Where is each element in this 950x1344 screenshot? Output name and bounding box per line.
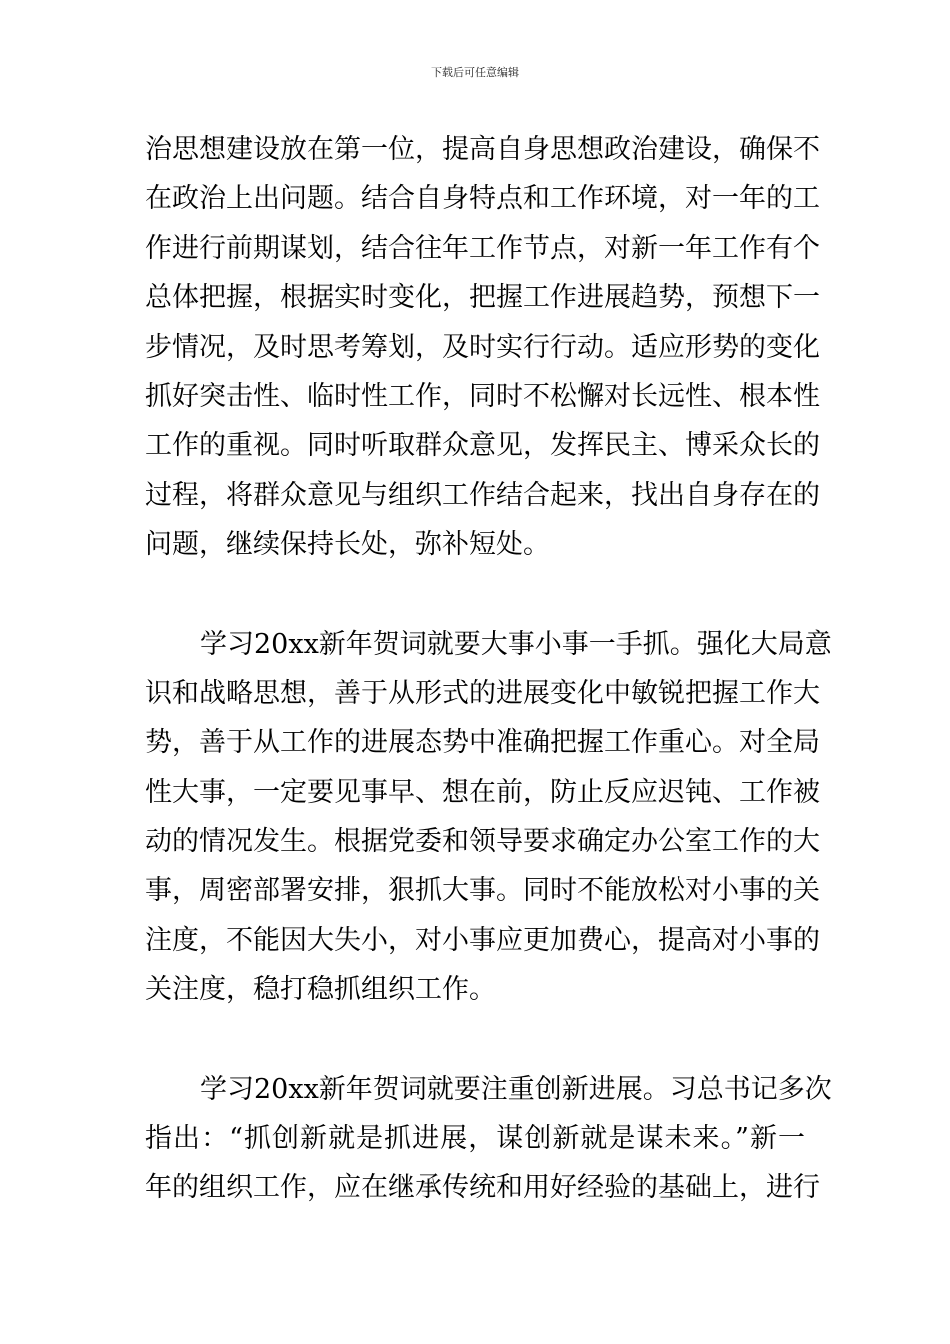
page-header: 下载后可任意编辑 (431, 66, 519, 79)
text-line: 识和战略思想，善于从形式的进展变化中敏锐把握工作大 (145, 677, 820, 709)
text-line: 过程，将群众意见与组织工作结合起来，找出自身存在的 (145, 479, 820, 511)
text-line: 问题，继续保持长处，弥补短处。 (145, 529, 550, 561)
text-line: 性大事，一定要见事早、想在前，防止反应迟钝、工作被 (145, 776, 820, 808)
text-line: 作进行前期谋划，结合往年工作节点，对新一年工作有个 (145, 232, 820, 264)
paragraph-gap (145, 570, 805, 620)
text-line: 学习20xx新年贺词就要大事小事一手抓。强化大局意 (200, 628, 832, 660)
text-line: 治思想建设放在第一位，提高自身思想政治建设，确保不 (145, 134, 820, 165)
text-line: 总体把握，根据实时变化，把握工作进展趋势，预想下一 (145, 282, 820, 314)
paragraph-gap (145, 1015, 805, 1065)
text-line: 工作的重视。同时听取群众意见，发挥民主、博采众长的 (145, 430, 820, 462)
text-line: 步情况，及时思考筹划，及时实行行动。适应形势的变化 (145, 331, 820, 363)
text-line: 抓好突击性、临时性工作，同时不松懈对长远性、根本性 (145, 380, 820, 412)
text-line: 事，周密部署安排，狠抓大事。同时不能放松对小事的关 (145, 875, 820, 907)
text-line: 学习20xx新年贺词就要注重创新进展。习总书记多次 (200, 1073, 832, 1105)
text-line: 势，善于从工作的进展态势中准确把握工作重心。对全局 (145, 727, 820, 759)
paragraph-3 (145, 1065, 832, 1213)
text-line: 动的情况发生。根据党委和领导要求确定办公室工作的大 (145, 826, 820, 858)
text-line: 关注度，稳打稳抓组织工作。 (145, 974, 496, 1006)
document-body (145, 125, 832, 1213)
text-line: 指出：“抓创新就是抓进展，谋创新就是谋未来。”新一 (145, 1123, 805, 1155)
paragraph-1 (145, 125, 820, 570)
text-line: 年的组织工作，应在继承传统和用好经验的基础上，进行 (145, 1172, 820, 1204)
text-line: 在政治上出问题。结合自身特点和工作环境，对一年的工 (145, 183, 820, 215)
paragraph-2 (145, 620, 832, 1015)
text-line: 注度，不能因大失小，对小事应更加费心，提高对小事的 (145, 924, 820, 956)
